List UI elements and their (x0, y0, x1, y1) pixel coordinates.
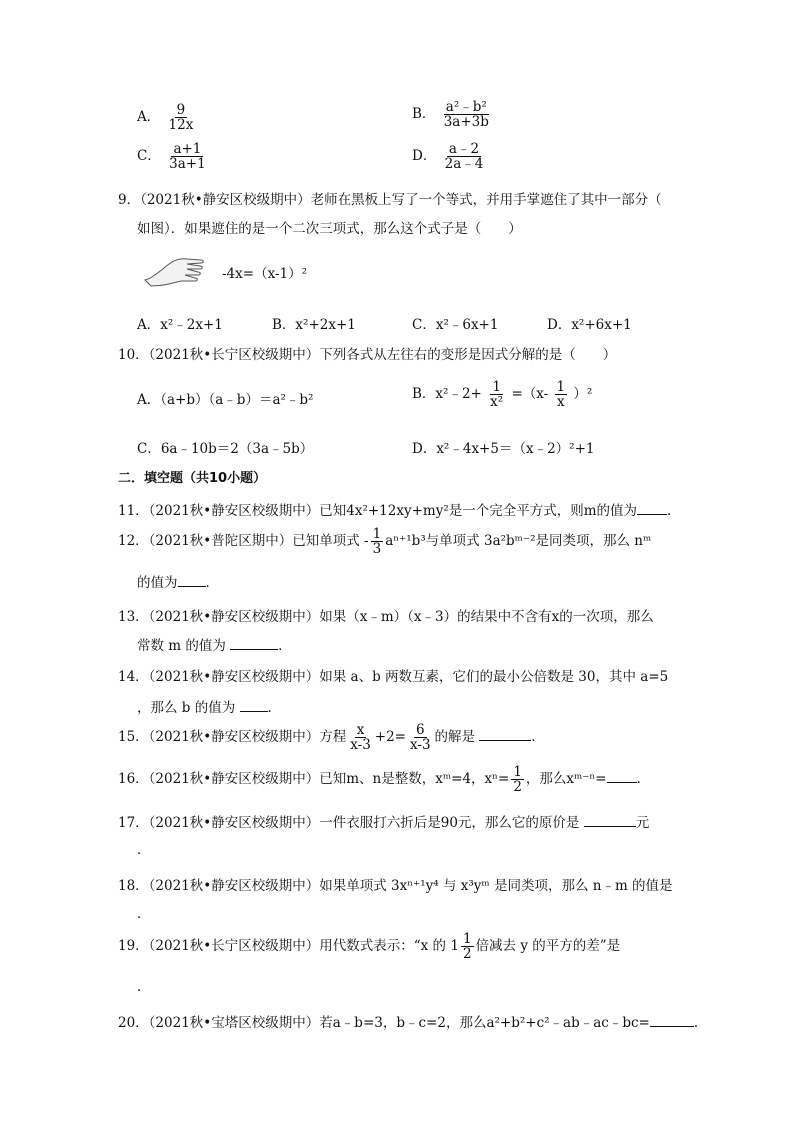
q9-line1: 9．（2021秋•静安区校级期中）老师在黑板上写了一个等式，并用手掌遮住了其中一部分（ (118, 192, 662, 208)
q17-line2: ． (137, 842, 151, 858)
q10-option-b: B．x²﹣2+ $\frac{1}{\text{x²}}$ =（x- $\frac{1}{x}$ ）² (412, 379, 593, 411)
fraction: $\frac{1}{2}$ (513, 764, 522, 796)
fraction: $\frac{\text{a²﹣b²}}{3a+3b}$ (443, 99, 489, 131)
q9-option-b: B．x²+2x+1 (272, 317, 356, 333)
q14-line2: ，那么 b 的值为 ． (137, 700, 282, 716)
option-label: D． (412, 148, 437, 165)
fraction: $\frac{1}{2}$ (462, 931, 472, 963)
q10-line1: 10．（2021秋•长宁区校级期中）下列各式从左往右的变形是因式分解的是（ ） (118, 347, 617, 363)
option-label: A． (137, 109, 161, 126)
answer-blank[interactable] (650, 1025, 694, 1027)
q18-line2: ． (137, 906, 151, 922)
answer-blank[interactable] (584, 825, 636, 827)
option-label: C． (137, 148, 161, 165)
answer-blank[interactable] (240, 710, 268, 712)
section-heading: 二．填空题（共10小题） (118, 471, 267, 486)
q12-line1: 12．（2021秋•普陀区期中）已知单项式 - $\frac{1}{3}$ aⁿ⁺¹b³与单项式 3a²bᵐ⁻²是同类项，那么 nᵐ (118, 526, 652, 558)
q9-line2: 如图）．如果遮住的是一个二次三项式，那么这个式子是（ ） (137, 221, 522, 237)
fraction: $\frac{1}{\text{x²}}$ (490, 379, 504, 411)
answer-blank[interactable] (607, 781, 637, 783)
q17-line1: 17．（2021秋•静安区校级期中）一件衣服打六折后是90元，那么它的原价是 元 (118, 815, 650, 831)
answer-blank[interactable] (230, 648, 278, 650)
fraction: $\frac{6}{x-3}$ (410, 722, 431, 754)
q19-line2: ． (137, 979, 151, 995)
q9-option-a: A．x²﹣2x+1 (137, 317, 223, 333)
fraction: $\frac{1}{3}$ (372, 526, 382, 558)
q20: 20．（2021秋•宝塔区校级期中）若a﹣b=3，b﹣c=2，那么a²+b²+c²﹣ab﹣ac﹣bc= ． (118, 1015, 708, 1031)
q19: 19．（2021秋•长宁区校级期中）用代数式表示：“x 的 1 $\frac{1}{2}$ 倍减去 y 的平方的差”是 (118, 931, 621, 963)
q9-equation: -4x=（x-1）² (222, 266, 308, 282)
answer-blank[interactable] (637, 513, 667, 515)
answer-blank[interactable] (479, 739, 531, 741)
option-label: B． (412, 106, 436, 123)
q9-option-d: D．x²+6x+1 (547, 317, 632, 333)
q16: 16．（2021秋•静安区校级期中）已知m、n是整数，xᵐ=4，xⁿ= $\frac{1}{2}$ ，那么xᵐ⁻ⁿ= ． (118, 764, 651, 796)
q18-line1: 18．（2021秋•静安区校级期中）如果单项式 3xⁿ⁺¹y⁴ 与 x³yᵐ 是同类项，那么 n﹣m 的值是 (118, 878, 673, 894)
q10-option-a: A．（a+b）（a﹣b）＝a²﹣b² (137, 392, 314, 408)
fraction: $\frac{1}{x}$ (556, 379, 566, 411)
q15: 15．（2021秋•静安区校级期中）方程 $\frac{x}{x-3}$ +2= $\frac{6}{x-3}$ 的解是 ． (118, 722, 545, 754)
q9-option-c: C．x²﹣6x+1 (412, 317, 499, 333)
q14-line1: 14．（2021秋•静安区校级期中）如果 a、b 两数互素，它们的最小公倍数是 30，其中 a=5 (118, 669, 669, 685)
fraction: $\frac{x}{x-3}$ (350, 722, 371, 754)
q8-option-a (137, 103, 197, 132)
q10-option-d: D．x²﹣4x+5＝（x﹣2）²+1 (412, 441, 595, 457)
q11: 11．（2021秋•静安区校级期中）已知4x²+12xy+my²是一个完全平方式，则m的值为 ． (118, 503, 681, 519)
q10-option-c: C．6a﹣10b＝2（3a﹣5b） (137, 441, 314, 457)
q12-line2: 的值为 ． (137, 575, 219, 591)
q13-line1: 13．（2021秋•静安区校级期中）如果（x﹣m）（x﹣3）的结果中不含有x的一次项，那么 (118, 609, 654, 625)
fraction: $\frac{a+1}{3a+1}$ (169, 141, 206, 173)
q8-option-b (412, 100, 493, 129)
fraction: $\frac{a﹣2}{2a﹣4}$ (444, 141, 484, 173)
q8-option-c (137, 142, 210, 171)
q8-option-d (412, 142, 487, 171)
fraction: $\frac{9}{12x}$ (168, 102, 194, 134)
q13-line2: 常数 m 的值为 ． (137, 638, 292, 654)
hand-image (143, 250, 205, 290)
answer-blank[interactable] (178, 585, 206, 587)
